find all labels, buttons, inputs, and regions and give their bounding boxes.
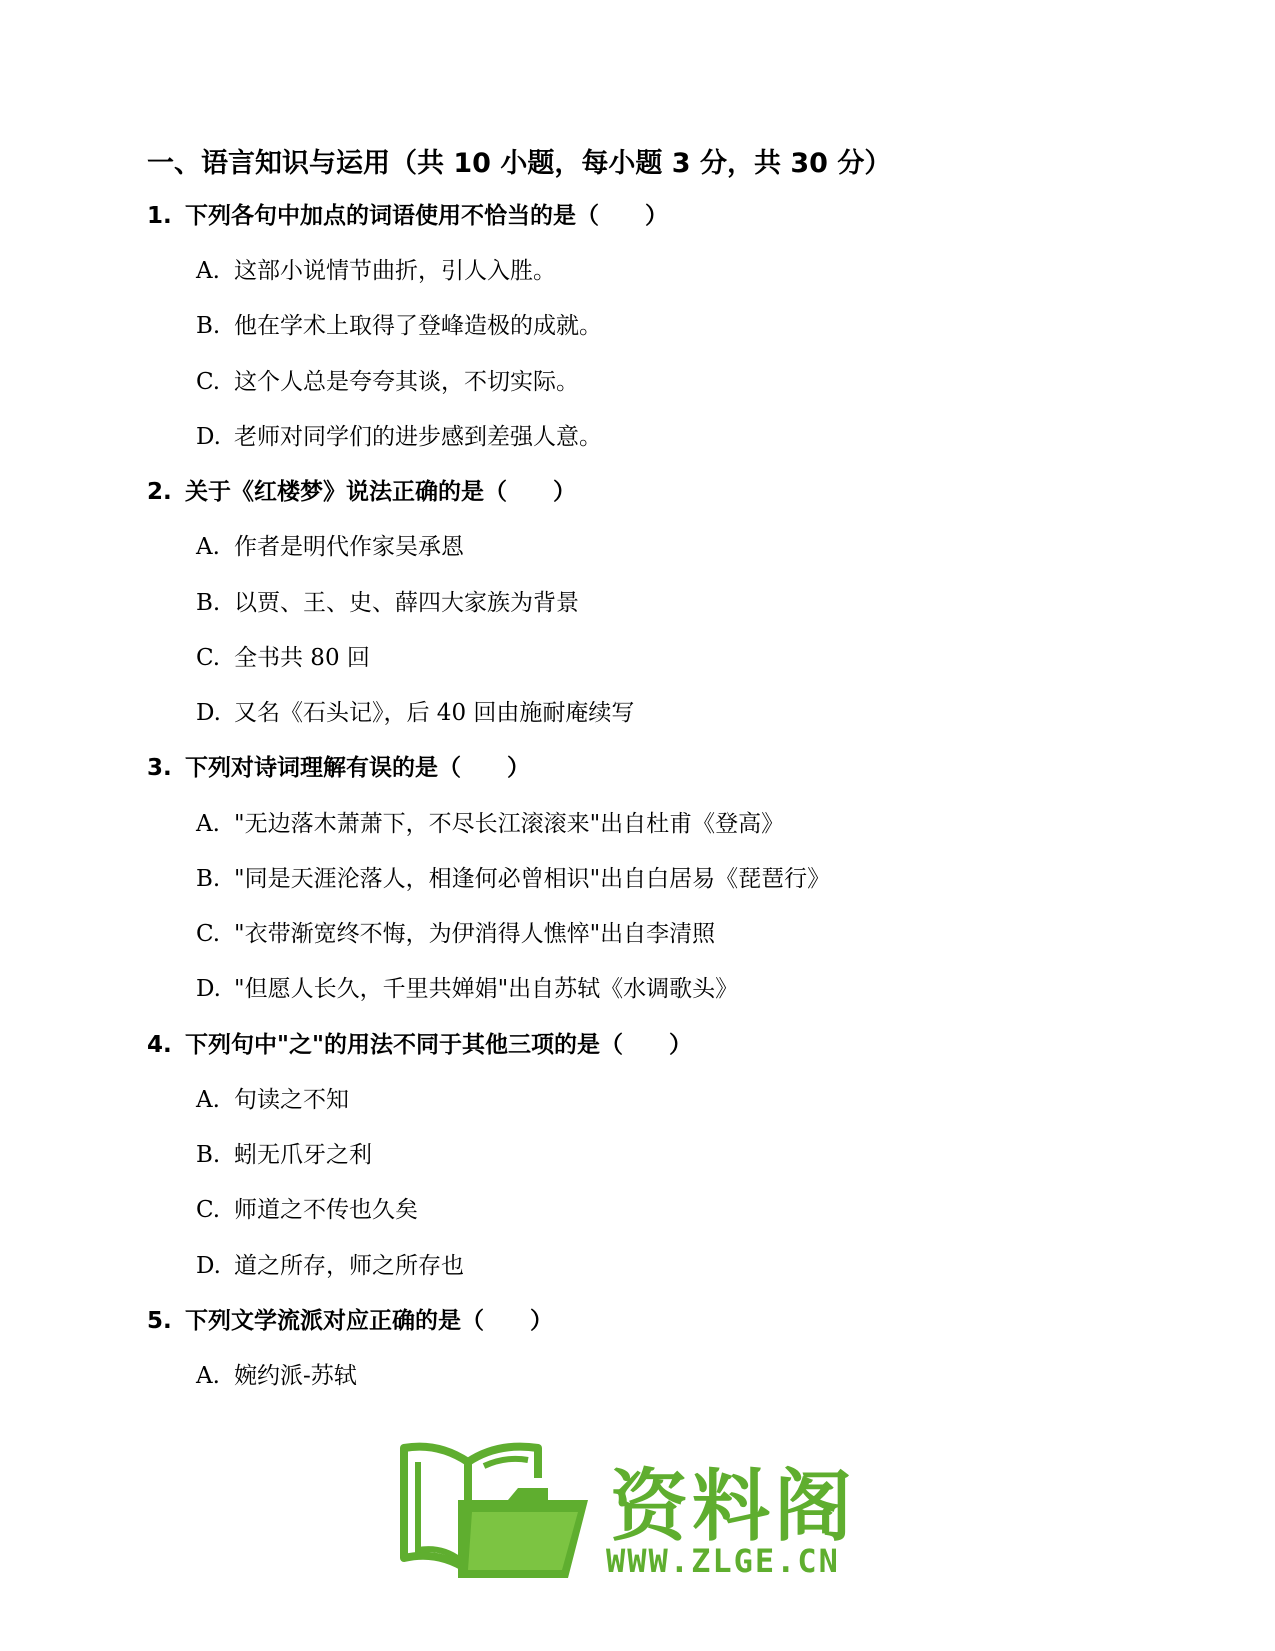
question-text: 下列各句中加点的词语使用不恰当的是（ ） [185, 203, 668, 229]
question-text: 下列句中"之"的用法不同于其他三项的是（ ） [185, 1032, 692, 1058]
watermark-title: 资料阁 [610, 1462, 857, 1552]
option-letter: B. [196, 313, 221, 339]
option-1b [196, 310, 602, 342]
option-letter: A. [196, 811, 220, 837]
option-1c [196, 366, 579, 398]
option-text: "衣带渐宽终不悔，为伊消得人憔悴"出自李清照 [234, 921, 716, 947]
option-text: 又名《石头记》，后 40 回由施耐庵续写 [234, 700, 635, 726]
option-text: 这部小说情节曲折，引人入胜。 [234, 258, 556, 284]
option-letter: D. [196, 1253, 221, 1279]
option-letter: D. [196, 424, 221, 450]
option-letter: A. [196, 258, 220, 284]
option-4b [196, 1139, 372, 1171]
option-1a [196, 255, 556, 287]
question-number: 1. [147, 203, 172, 229]
watermark-url: WWW.ZLGE.CN [606, 1542, 840, 1580]
option-4d [196, 1250, 464, 1282]
option-letter: A. [196, 1363, 220, 1389]
option-1d [196, 421, 602, 453]
option-text: 婉约派-苏轼 [234, 1363, 357, 1389]
option-text: 道之所存，师之所存也 [234, 1253, 464, 1279]
option-text: 作者是明代作家吴承恩 [234, 534, 464, 560]
question-number: 3. [147, 755, 172, 781]
question-3 [147, 752, 530, 784]
option-text: 句读之不知 [234, 1087, 349, 1113]
question-number: 4. [147, 1032, 172, 1058]
option-3a [196, 808, 784, 840]
option-letter: C. [196, 1197, 221, 1223]
option-letter: C. [196, 369, 221, 395]
question-number: 5. [147, 1308, 172, 1334]
question-1 [147, 200, 668, 232]
question-text: 关于《红楼梦》说法正确的是（ ） [185, 479, 576, 505]
option-letter: B. [196, 866, 221, 892]
option-2c [196, 642, 370, 674]
open-book-icon [398, 1438, 598, 1588]
option-2a [196, 531, 464, 563]
option-text: 这个人总是夸夸其谈，不切实际。 [234, 369, 579, 395]
question-number: 2. [147, 479, 172, 505]
option-letter: B. [196, 590, 221, 616]
option-letter: D. [196, 700, 221, 726]
option-text: 老师对同学们的进步感到差强人意。 [234, 424, 602, 450]
option-text: "同是天涯沦落人，相逢何必曾相识"出自白居易《琵琶行》 [234, 866, 831, 892]
question-2 [147, 476, 576, 508]
option-text: 他在学术上取得了登峰造极的成就。 [234, 313, 602, 339]
question-5 [147, 1305, 553, 1337]
option-5a [196, 1360, 357, 1392]
question-text: 下列文学流派对应正确的是（ ） [185, 1308, 553, 1334]
option-3d [196, 973, 738, 1005]
option-4a [196, 1084, 349, 1116]
option-4c [196, 1194, 418, 1226]
option-3c [196, 918, 715, 950]
option-text: "无边落木萧萧下，不尽长江滚滚来"出自杜甫《登高》 [234, 811, 785, 837]
option-2b [196, 587, 579, 619]
option-3b [196, 863, 830, 895]
option-text: 师道之不传也久矣 [234, 1197, 418, 1223]
option-text: "但愿人长久，千里共婵娟"出自苏轼《水调歌头》 [234, 976, 739, 1002]
watermark-logo [398, 1438, 868, 1588]
option-letter: A. [196, 534, 220, 560]
option-2d [196, 697, 634, 729]
option-letter: A. [196, 1087, 220, 1113]
option-letter: C. [196, 645, 221, 671]
option-letter: D. [196, 976, 221, 1002]
option-letter: B. [196, 1142, 221, 1168]
option-text: 以贾、王、史、薛四大家族为背景 [234, 590, 579, 616]
section-title: 一、语言知识与运用（共 10 小题，每小题 3 分，共 30 分） [147, 148, 892, 179]
question-4 [147, 1029, 692, 1061]
option-letter: C. [196, 921, 221, 947]
question-text: 下列对诗词理解有误的是（ ） [185, 755, 530, 781]
option-text: 全书共 80 回 [234, 645, 370, 671]
option-text: 蚓无爪牙之利 [234, 1142, 372, 1168]
